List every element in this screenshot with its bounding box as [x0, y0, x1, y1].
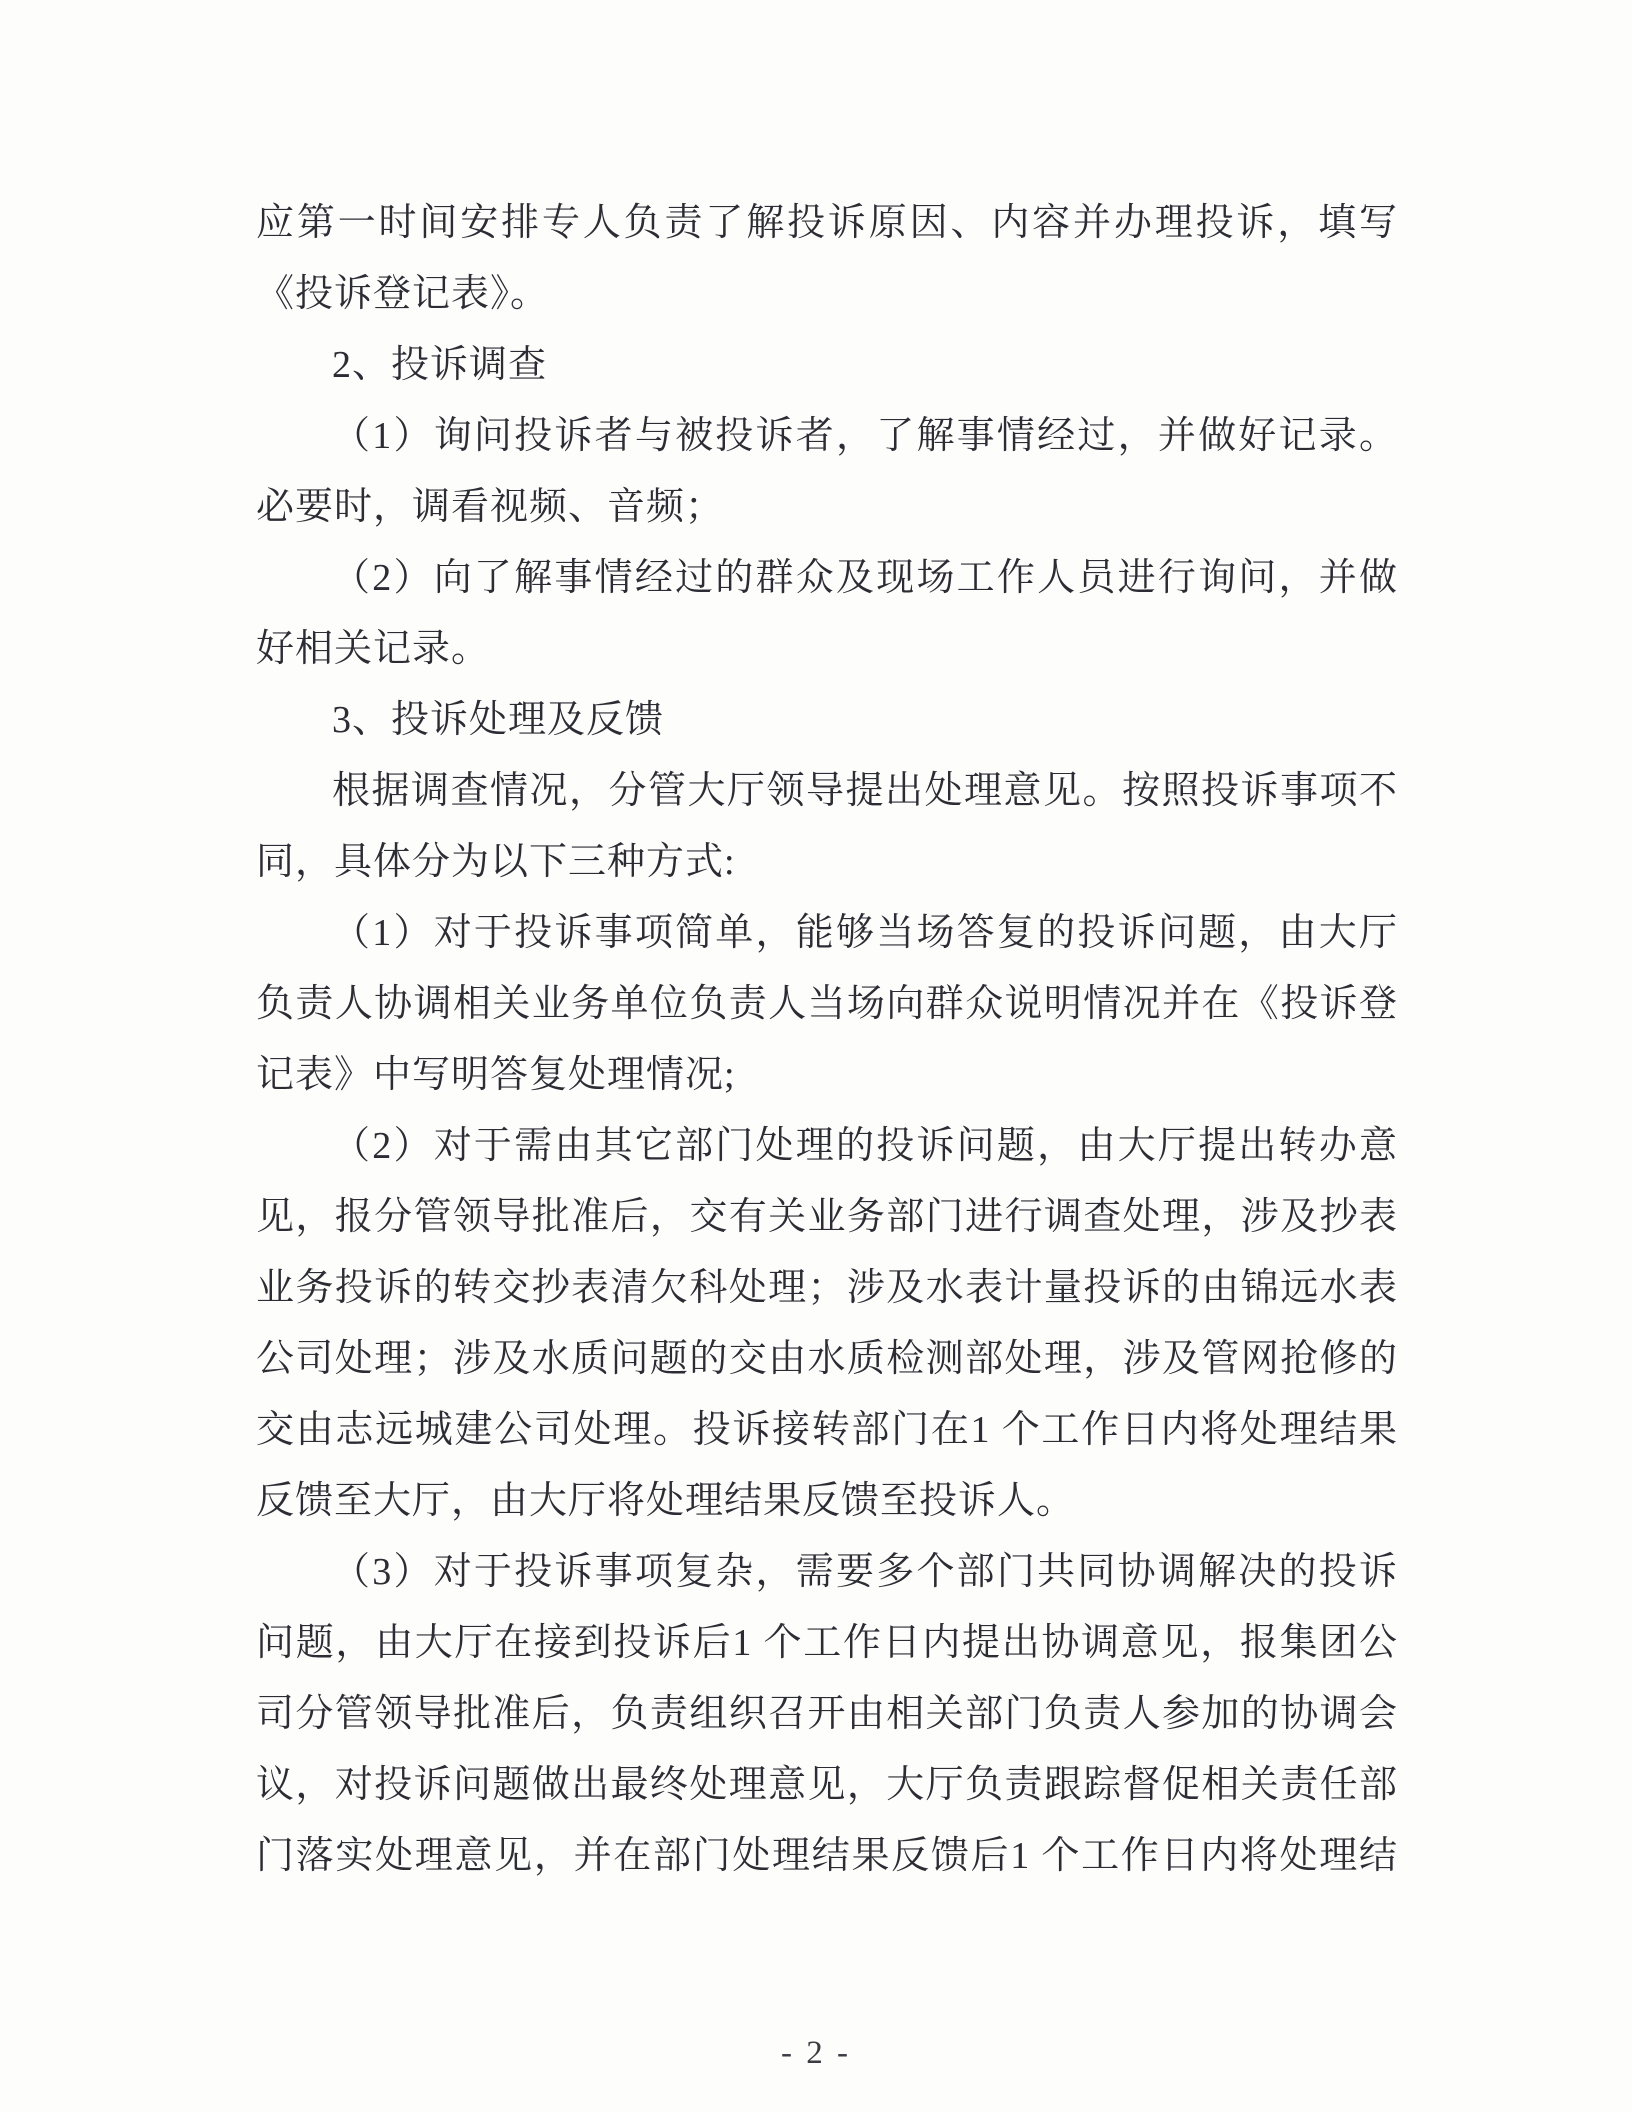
text-line: 反馈至大厅，由大厅将处理结果反馈至投诉人。 — [256, 1480, 1076, 1522]
text-line: 见，报分管领导批准后，交有关业务部门进行调查处理，涉及抄表 — [256, 1196, 1398, 1238]
text-line: （3）对于投诉事项复杂，需要多个部门共同协调解决的投诉 — [332, 1551, 1398, 1593]
text-line: 公司处理；涉及水质问题的交由水质检测部处理，涉及管网抢修的 — [256, 1338, 1398, 1380]
text-line: 同，具体分为以下三种方式: — [256, 841, 736, 883]
text-line: 根据调查情况，分管大厅领导提出处理意见。按照投诉事项不 — [332, 770, 1398, 812]
text-line: 负责人协调相关业务单位负责人当场向群众说明情况并在《投诉登 — [256, 983, 1398, 1025]
text-line: 交由志远城建公司处理。投诉接转部门在1 个工作日内将处理结果 — [256, 1409, 1398, 1451]
page-number: - 2 - — [781, 2035, 851, 2071]
text-line: 好相关记录。 — [256, 628, 491, 670]
text-line: 3、投诉处理及反馈 — [332, 699, 665, 741]
text-line: （1）询问投诉者与被投诉者，了解事情经过，并做好记录。 — [332, 415, 1398, 457]
text-line: 议，对投诉问题做出最终处理意见，大厅负责跟踪督促相关责任部 — [256, 1764, 1398, 1806]
text-line: 司分管领导批准后，负责组织召开由相关部门负责人参加的协调会 — [256, 1693, 1398, 1735]
text-line: 记表》中写明答复处理情况; — [256, 1054, 736, 1096]
text-line: 门落实处理意见，并在部门处理结果反馈后1 个工作日内将处理结 — [256, 1835, 1398, 1877]
document-body — [256, 188, 1398, 1892]
text-line: 必要时，调看视频、音频； — [256, 486, 725, 528]
text-line: 2、投诉调查 — [332, 344, 548, 386]
text-line: 《投诉登记表》。 — [256, 273, 550, 315]
text-line: （2）对于需由其它部门处理的投诉问题，由大厅提出转办意 — [332, 1125, 1398, 1167]
text-line: 业务投诉的转交抄表清欠科处理；涉及水表计量投诉的由锦远水表 — [256, 1267, 1398, 1309]
text-line: 问题，由大厅在接到投诉后1 个工作日内提出协调意见，报集团公 — [256, 1622, 1398, 1664]
text-line: （1）对于投诉事项简单，能够当场答复的投诉问题，由大厅 — [332, 912, 1398, 954]
text-line: （2）向了解事情经过的群众及现场工作人员进行询问，并做 — [332, 557, 1398, 599]
text-line: 应第一时间安排专人负责了解投诉原因、内容并办理投诉，填写 — [256, 202, 1398, 244]
